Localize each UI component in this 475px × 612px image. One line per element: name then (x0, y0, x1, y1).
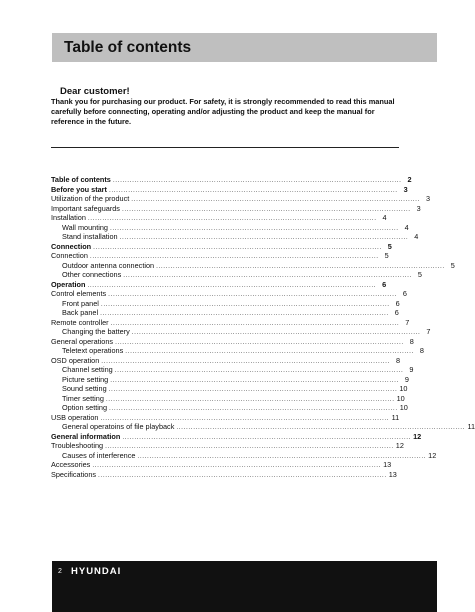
toc-entry-label: Table of contents (51, 175, 111, 184)
toc-leader-dots: ........................................................................................................................ (112, 177, 402, 184)
toc-entry-label: Changing the battery (62, 327, 130, 336)
toc-leader-dots: ........................................................................................................................ (176, 424, 466, 431)
toc-entry-label: General information (51, 431, 121, 441)
toc-entry-page: 13 (383, 460, 392, 469)
toc-entry-label: Timer setting (62, 393, 104, 403)
toc-entry-page: 8 (395, 355, 400, 365)
toc-entry-page: 2 (407, 175, 412, 184)
toc-entry (51, 422, 475, 432)
toc-leader-dots: ........................................................................................................................ (87, 215, 377, 222)
toc-entry-page: 4 (382, 213, 387, 222)
toc-entry-label: Remote controller (51, 317, 109, 327)
toc-entry-page: 12 (395, 441, 404, 450)
divider (51, 147, 399, 148)
toc-entry-label: Operation (51, 279, 86, 289)
toc-leader-dots: ........................................................................................................................ (110, 376, 399, 384)
toc-entry-label: Other connections (62, 270, 122, 279)
toc-leader-dots: ........................................................................................................................ (92, 462, 382, 469)
toc-entry-page: 6 (382, 279, 387, 289)
toc-leader-dots: ........................................................................................................................ (89, 253, 379, 260)
toc-entry-label: General operations (51, 336, 114, 346)
toc-entry (51, 384, 408, 394)
toc-entry-label: USB operation (51, 412, 99, 422)
toc-entry-label: Back panel (62, 308, 99, 317)
toc-entry (51, 412, 400, 423)
toc-entry-page: 6 (395, 298, 400, 308)
toc-entry-page: 8 (419, 346, 424, 355)
toc-entry-page: 10 (396, 393, 405, 403)
toc-entry (51, 241, 392, 252)
toc-entry-label: Sound setting (62, 384, 107, 393)
toc-entry-label: Specifications (51, 469, 97, 479)
toc-entry (51, 403, 408, 413)
toc-entry-page: 10 (399, 403, 408, 412)
toc-entry-label: General operatoins of file playback (62, 422, 175, 431)
toc-entry-page: 11 (467, 422, 475, 431)
toc-entry-label: Wall mounting (62, 222, 108, 232)
toc-entry-label: Outdoor antenna connection (62, 260, 155, 270)
toc-entry (51, 213, 387, 223)
toc-entry-page: 4 (414, 232, 419, 241)
toc-entry (51, 441, 404, 451)
intro-text: Thank you for purchasing our product. For safety, it is strongly recommended to read this manual carefully before connecting, operating and/or adjusting the product and keep the manual for reference in the future. (51, 97, 395, 126)
toc-entry-label: Connection (51, 251, 88, 260)
toc-entry-label: Picture setting (62, 374, 109, 384)
toc-entry (51, 298, 400, 309)
toc-entry-page: 9 (409, 365, 414, 374)
toc-entry (51, 270, 422, 280)
toc-entry (51, 222, 409, 233)
toc-entry-label: Option setting (62, 403, 108, 412)
toc-entry-label: Front panel (62, 298, 99, 308)
toc-entry (51, 203, 421, 214)
toc-leader-dots: ........................................................................................................................ (123, 272, 412, 279)
toc-entry (51, 355, 400, 366)
toc-leader-dots: ........................................................................................................................ (108, 291, 397, 298)
toc-entry-label: Before you start (51, 184, 107, 194)
greeting: Dear customer! (60, 86, 130, 97)
toc-leader-dots: ........................................................................................................................ (109, 405, 398, 412)
toc-entry-label: Important safeguards (51, 203, 120, 213)
toc-entry (51, 308, 399, 318)
toc-entry (51, 460, 392, 470)
toc-leader-dots: ........................................................................................................................ (122, 433, 412, 441)
toc-entry-page: 9 (404, 374, 409, 384)
toc-entry (51, 317, 410, 328)
toc-entry-page: 8 (409, 336, 414, 346)
toc-entry-page: 11 (391, 412, 400, 422)
brand-logo: HYUNDAI (71, 566, 122, 577)
toc-entry-label: Stand installation (62, 232, 118, 241)
toc-entry (51, 327, 431, 337)
toc-entry-page: 5 (384, 251, 389, 260)
toc-entry (51, 431, 422, 442)
toc-entry-label: Accessories (51, 460, 91, 469)
toc-leader-dots: ........................................................................................................................ (108, 186, 398, 194)
toc-leader-dots: ........................................................................................................................ (100, 310, 389, 317)
toc-entry-label: Utilization of the product (51, 194, 130, 203)
toc-entry-page: 5 (450, 260, 455, 270)
toc-leader-dots: ........................................................................................................................ (108, 386, 398, 393)
title-bar (52, 33, 437, 62)
toc-entry (51, 251, 389, 261)
toc-entry-page: 12 (413, 431, 422, 441)
toc-leader-dots: ........................................................................................................................ (121, 205, 411, 213)
toc-entry-page: 10 (399, 384, 408, 393)
toc-entry (51, 346, 424, 356)
toc-leader-dots: ........................................................................................................................ (125, 348, 414, 355)
toc-entry-page: 7 (426, 327, 431, 336)
toc-leader-dots: ........................................................................................................................ (100, 414, 390, 422)
toc-entry-page: 3 (403, 184, 408, 194)
toc-entry-page: 6 (402, 289, 407, 298)
toc-entry (51, 194, 430, 204)
toc-entry (51, 260, 455, 271)
toc-entry-label: Connection (51, 241, 92, 251)
toc-entry (51, 393, 405, 404)
toc-entry (51, 232, 419, 242)
toc-entry-label: Installation (51, 213, 86, 222)
toc-entry-page: 13 (388, 469, 397, 479)
toc-entry-page: 7 (405, 317, 410, 327)
toc-leader-dots: ........................................................................................................................ (100, 300, 390, 308)
toc-leader-dots: ........................................................................................................................ (156, 262, 445, 270)
toc-leader-dots: ........................................................................................................................ (101, 357, 390, 365)
toc-leader-dots: ........................................................................................................................ (119, 234, 409, 241)
toc-entry (51, 184, 408, 195)
toc-entry (51, 289, 407, 299)
toc-leader-dots: ........................................................................................................................ (137, 452, 427, 460)
toc-list (51, 175, 475, 479)
toc-entry (51, 336, 414, 347)
page-number: 2 (58, 568, 62, 575)
toc-leader-dots: ........................................................................................................................ (131, 196, 420, 203)
toc-entry-page: 3 (416, 203, 421, 213)
toc-entry (51, 175, 412, 185)
toc-entry-page: 6 (394, 308, 399, 317)
toc-leader-dots: ........................................................................................................................ (105, 443, 394, 450)
toc-leader-dots: ........................................................................................................................ (115, 338, 404, 346)
toc-entry (51, 279, 387, 290)
toc-entry-label: Troubleshooting (51, 441, 104, 450)
toc-entry-label: Control elements (51, 289, 107, 298)
toc-leader-dots: ........................................................................................................................ (87, 281, 377, 289)
toc-leader-dots: ........................................................................................................................ (109, 224, 399, 232)
toc-entry-label: Causes of interference (62, 450, 136, 460)
page-title: Table of contents (64, 38, 192, 56)
toc-entry-page: 4 (404, 222, 409, 232)
toc-leader-dots: ........................................................................................................................ (114, 367, 404, 374)
toc-entry-page: 12 (428, 450, 437, 460)
toc-leader-dots: ........................................................................................................................ (131, 329, 421, 336)
toc-leader-dots: ........................................................................................................................ (93, 243, 382, 251)
toc-leader-dots: ........................................................................................................................ (110, 319, 400, 327)
toc-entry-page: 5 (417, 270, 422, 279)
toc-entry-page: 5 (387, 241, 392, 251)
toc-entry-label: Channel setting (62, 365, 113, 374)
toc-entry (51, 374, 409, 385)
toc-entry-label: OSD operation (51, 355, 100, 365)
toc-entry-label: Teletext operations (62, 346, 124, 355)
footer-bar (52, 561, 437, 612)
toc-leader-dots: ........................................................................................................................ (105, 395, 395, 403)
toc-leader-dots: ........................................................................................................................ (98, 471, 387, 479)
toc-entry (51, 469, 397, 480)
toc-entry (51, 365, 414, 375)
toc-entry-page: 3 (425, 194, 430, 203)
toc-entry (51, 450, 437, 461)
